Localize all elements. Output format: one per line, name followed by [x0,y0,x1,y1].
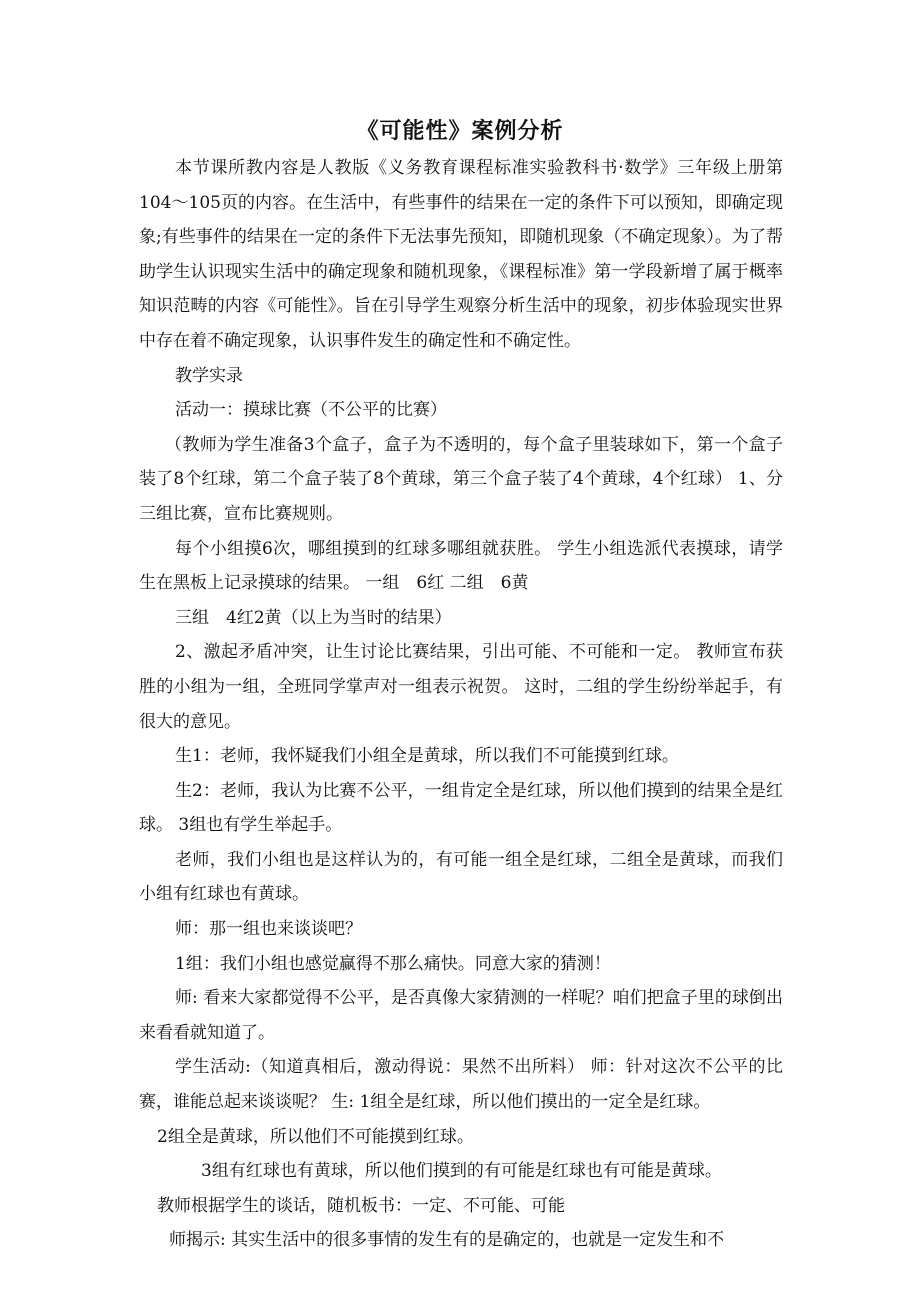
document-body [139,151,783,1258]
paragraph-board-writing: 教师根据学生的谈话，随机板书：一定、不可能、可能 [157,1195,565,1216]
paragraph-rules: 每个小组摸6次，哪组摸到的红球多哪组就获胜。 学生小组选派代表摸球，请学生在黑板上记录摸球的结果。 一组 6红 二组 6黄 [139,538,783,594]
paragraph-boxes: （教师为学生准备3个盒子，盒子为不透明的，每个盒子里装球如下，第一个盒子装了8个红球，第二个盒子装了8个黄球，第三个盒子装了4个黄球，4个红球） 1、分三组比赛，宣布比赛规则。 [139,434,783,524]
paragraph-group-2-summary: 2组全是黄球，所以他们不可能摸到红球。 [157,1126,474,1147]
paragraph-group-3: 老师，我们小组也是这样认为的，有可能一组全是红球，二组全是黄球，而我们小组有红球也有黄球。 [139,849,783,905]
paragraph-activity-one: 活动一：摸球比赛（不公平的比赛） [175,400,447,421]
paragraph-results: 三组 4红2黄（以上为当时的结果） [175,607,452,628]
paragraph-student-1: 生1：老师，我怀疑我们小组全是黄球，所以我们不可能摸到红球。 [175,746,679,767]
paragraph-conflict: 2、激起矛盾冲突，让生讨论比赛结果，引出可能、不可能和一定。 教师宣布获胜的小组为一组，全班同学掌声对一组表示祝贺。 这时，二组的学生纷纷举起手，有很大的意见。 [139,642,783,732]
paragraph-group-3-summary: 3组有红球也有黄球，所以他们摸到的有可能是红球也有可能是黄球。 [201,1161,722,1182]
page-title: 《可能性》案例分析 [356,118,564,144]
paragraph-group-1: 1组：我们小组也感觉赢得不那么痛快。同意大家的猜测！ [175,953,611,974]
paragraph-intro: 本节课所教内容是人教版《义务教育课程标准实验教科书·数学》三年级上册第104～105页的内容。在生活中，有些事件的结果在一定的条件下可以预知，即确定现象;有些事件的结果在一定的条件下无法事先预知，即随机现象（不确定现象）。为了帮助学生认识现实生活中的确定现象和随机现象，《课程标准》第一学段新增了属于概率知识范畴的内容《可能性》。旨在引导学生观察分析生活中的现象，初步体验现实世界中存在着不确定现象，认识事件发生的确定性和不确定性。 [139,158,783,351]
paragraph-teacher-ask: 师：那一组也来谈谈吧？ [175,919,362,940]
paragraph-student-2: 生2：老师，我认为比赛不公平，一组肯定全是红球，所以他们摸到的结果全是红球。 3组也有学生举起手。 [139,780,783,836]
paragraph-student-activity: 学生活动:（知道真相后，激动得说：果然不出所料） 师：针对这次不公平的比赛，谁能总起来谈谈呢？ 生: 1组全是红球，所以他们摸出的一定全是红球。 [139,1057,783,1113]
paragraph-heading-record: 教学实录 [175,365,243,386]
paragraph-teacher-reveal: 师揭示: 其实生活中的很多事情的发生有的是确定的，也就是一定发生和不 [169,1230,725,1251]
paragraph-teacher-check: 师: 看来大家都觉得不公平，是否真像大家猜测的一样呢？咱们把盒子里的球倒出来看看就知道了。 [139,988,783,1043]
